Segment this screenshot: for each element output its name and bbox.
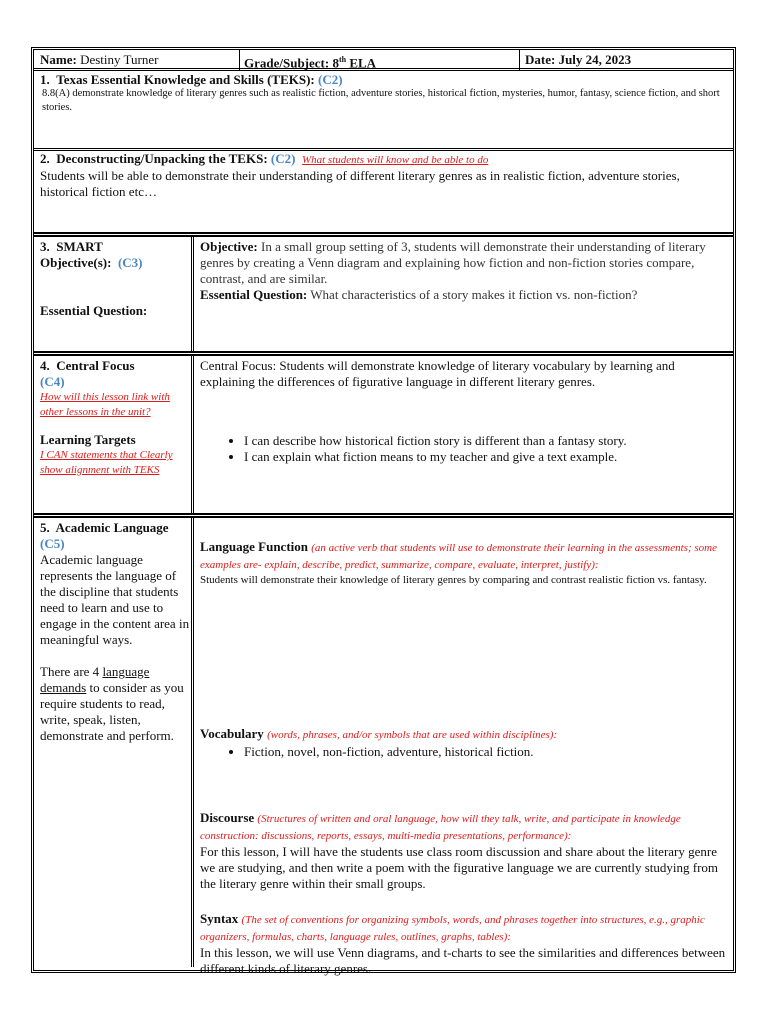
learning-targets-label: Learning Targets [40, 432, 136, 447]
essential-question-label: Essential Question: [40, 303, 148, 318]
left-cell [40, 520, 190, 744]
left-cell [40, 358, 180, 478]
right-cell [200, 358, 727, 465]
discourse-label: Discourse [200, 810, 255, 825]
language-function-heading [200, 539, 727, 573]
section-number: 2. [40, 151, 50, 166]
hint-text: (The set of conventions for organizing symbols, words, and phrases together into structures, e.g., graphic organizers, formulas, charts, language rules, outlines, graphs, tables): [200, 914, 705, 943]
language-function-label: Language Function [200, 539, 308, 554]
list-item: • I can explain what fiction means to my teacher and give a text example. [244, 449, 727, 465]
section-code: (C3) [117, 255, 143, 270]
syntax-label: Syntax [200, 911, 239, 926]
list-item: • Fiction, novel, non-fiction, adventure, historical fiction. [244, 743, 727, 760]
divider [191, 237, 194, 351]
section-code: (C5) [40, 536, 65, 551]
syntax-heading [200, 911, 727, 945]
section-number: 4. [40, 358, 50, 373]
name-cell [40, 51, 158, 69]
hint-text: (an active verb that students will use to demonstrate their learning in the assessments; some examples are- explain, describe, predict, summarize, compare, evaluate, interpret, justify): [200, 542, 717, 571]
essential-question-body: What characteristics of a story makes it fiction vs. non-fiction? [310, 287, 638, 302]
section-unpacking [34, 151, 733, 232]
central-focus-text: Central Focus: Students will demonstrate knowledge of literary vocabulary by learning and explaining the differences of figurative language in different literary genres. [200, 358, 675, 389]
learning-targets-list [200, 433, 727, 465]
name-value: Destiny Turner [80, 52, 159, 67]
divider [191, 356, 194, 513]
essential-question-label: Essential Question: [200, 287, 308, 302]
grade-subject: ELA [349, 55, 377, 71]
language-function-block [200, 539, 727, 588]
hint-text: (Structures of written and oral language, how will they talk, write, and participate in knowledge construction: discussions, reports, essays, multi-media presentations, performance): [200, 813, 681, 842]
objective-label: Objective: [200, 239, 258, 254]
section-number: 5. [40, 520, 50, 535]
divider [191, 518, 194, 967]
section-4-heading [40, 358, 180, 374]
vocabulary-label: Vocabulary [200, 726, 264, 741]
section-title: Academic Language [55, 520, 169, 535]
discourse-text: For this lesson, I will have the students use class room discussion and share about the literary genre we are studying, and then write a poem with the figurative language we are currently studying from the literary genre within their small groups. [200, 844, 719, 891]
section-title: SMART [56, 239, 103, 254]
desc-underlined: language demands [40, 664, 150, 695]
section-2-heading [40, 151, 727, 168]
section-smart-objectives [34, 237, 733, 351]
language-demands-desc [40, 664, 190, 744]
hint-text: What students will know and be able to do [301, 154, 489, 166]
discourse-block [200, 810, 727, 892]
section-code: (C2) [318, 72, 343, 87]
header-row [34, 50, 733, 70]
name-label: Name: [40, 52, 77, 67]
grade-sup: th [338, 55, 347, 64]
section-title: Deconstructing/Unpacking the TEKS: [56, 151, 268, 166]
hint-text: I CAN statements that Clearly show alignment with TEKS [40, 449, 173, 476]
section-title: Objective(s): [40, 255, 112, 270]
grade-value: 8 [332, 55, 339, 71]
section-3-heading [40, 239, 190, 255]
section-number: 1. [40, 72, 50, 87]
grade-label: Grade/Subject: [244, 55, 330, 71]
list-item: • I can describe how historical fiction story is different than a fantasy story. [244, 433, 727, 449]
objective-text [200, 239, 727, 287]
date-value: July 24, 2023 [558, 52, 632, 67]
left-cell [40, 239, 190, 319]
language-function-text: Students will demonstrate their knowledge of literary genres by comparing and contrast realistic fiction vs. fantasy. [200, 574, 707, 586]
section-code: (C2) [270, 151, 296, 166]
essential-question-text [200, 287, 727, 303]
section-number: 3. [40, 239, 50, 254]
section-3-heading-line2 [40, 255, 190, 271]
vocabulary-list [200, 743, 727, 760]
section-1-heading [40, 72, 727, 87]
vocabulary-block [200, 726, 727, 760]
right-cell [200, 518, 727, 976]
teks-text: 8.8(A) demonstrate knowledge of literary genres such as realistic fiction, adventure stories, historical fiction, mysteries, humor, fantasy, science fiction, and short stories. [42, 88, 720, 113]
hint-text: (words, phrases, and/or symbols that are used within disciplines): [267, 729, 558, 741]
date-label: Date: [525, 52, 556, 67]
right-cell [200, 239, 727, 303]
academic-language-desc: Academic language represents the language of the discipline that students need to learn and use to engage in the content area in meaningful ways. [40, 552, 190, 647]
unpacking-text: Students will be able to demonstrate their understanding of different literary genres as in realistic fiction, adventure stories, historical fiction etc… [40, 168, 680, 199]
hint-text: How will this lesson link with other lessons in the unit? [40, 391, 170, 418]
section-code: (C4) [40, 374, 65, 389]
section-central-focus [34, 356, 733, 513]
syntax-text: In this lesson, we will use Venn diagrams, and t-charts to see the similarities and differences between different kinds of literary genres. [200, 945, 726, 976]
lesson-plan-form [31, 47, 736, 976]
vocabulary-heading [200, 726, 727, 743]
desc-pre: There are 4 [40, 664, 100, 679]
date-cell [525, 51, 631, 69]
section-5-heading [40, 520, 190, 536]
section-teks [34, 70, 733, 148]
divider [519, 50, 520, 70]
objective-body: In a small group setting of 3, students will demonstrate their understanding of literary genres by creating a Venn diagram and explaining how fiction and non-fiction stories compare, contrast, and are similar. [200, 239, 706, 286]
discourse-heading [200, 810, 727, 844]
section-title: Central Focus [56, 358, 135, 373]
section-title: Texas Essential Knowledge and Skills (TEKS): [56, 72, 315, 87]
section-academic-language [34, 518, 733, 976]
syntax-block [200, 911, 727, 977]
divider [239, 50, 240, 70]
desc-post: to consider as you require students to read, write, speak, listen, demonstrate and perform. [40, 680, 184, 743]
